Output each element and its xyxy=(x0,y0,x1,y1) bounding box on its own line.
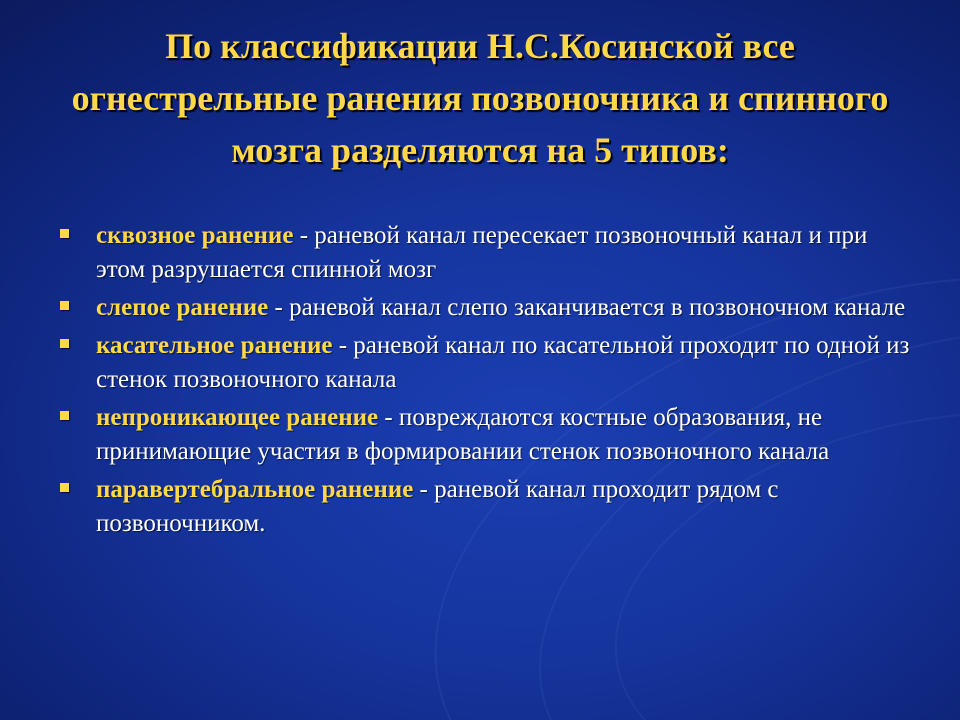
bullet-term: непроникающее ранение xyxy=(96,404,379,431)
bullet-square-icon xyxy=(60,483,69,492)
bullet-item xyxy=(60,473,920,541)
bullet-term: слепое ранение xyxy=(96,294,269,321)
bullet-item xyxy=(60,401,920,469)
bullet-item xyxy=(60,329,920,397)
bullet-description: - раневой канал пересекает позвоночный канал и при этом разрушается спинной мозг xyxy=(96,222,868,283)
bullet-term: сквозное ранение xyxy=(96,222,294,249)
bullet-square-icon xyxy=(60,339,69,348)
bullet-term: касательное ранение xyxy=(96,332,333,359)
bullet-item xyxy=(60,219,920,287)
bullet-square-icon xyxy=(60,411,69,420)
bullet-description: - раневой канал слепо заканчивается в позвоночном канале xyxy=(268,294,906,321)
bullet-term: паравертебральное ранение xyxy=(96,476,414,503)
bullet-list xyxy=(60,219,920,545)
bullet-description: - повреждаются костные образования, не принимающие участия в формировании стенок позвоночного канала xyxy=(96,404,830,465)
bullet-item xyxy=(60,291,920,325)
bullet-square-icon xyxy=(60,301,69,310)
slide-title: По классификации Н.С.Косинской все огнестрельные ранения позвоночника и спинного мозга разделяются на 5 типов: xyxy=(71,26,889,170)
bullet-description: - раневой канал по касательной проходит по одной из стенок позвоночного канала xyxy=(96,332,910,393)
bullet-square-icon xyxy=(60,229,69,238)
bullet-description: - раневой канал проходит рядом с позвоночником. xyxy=(96,476,779,537)
